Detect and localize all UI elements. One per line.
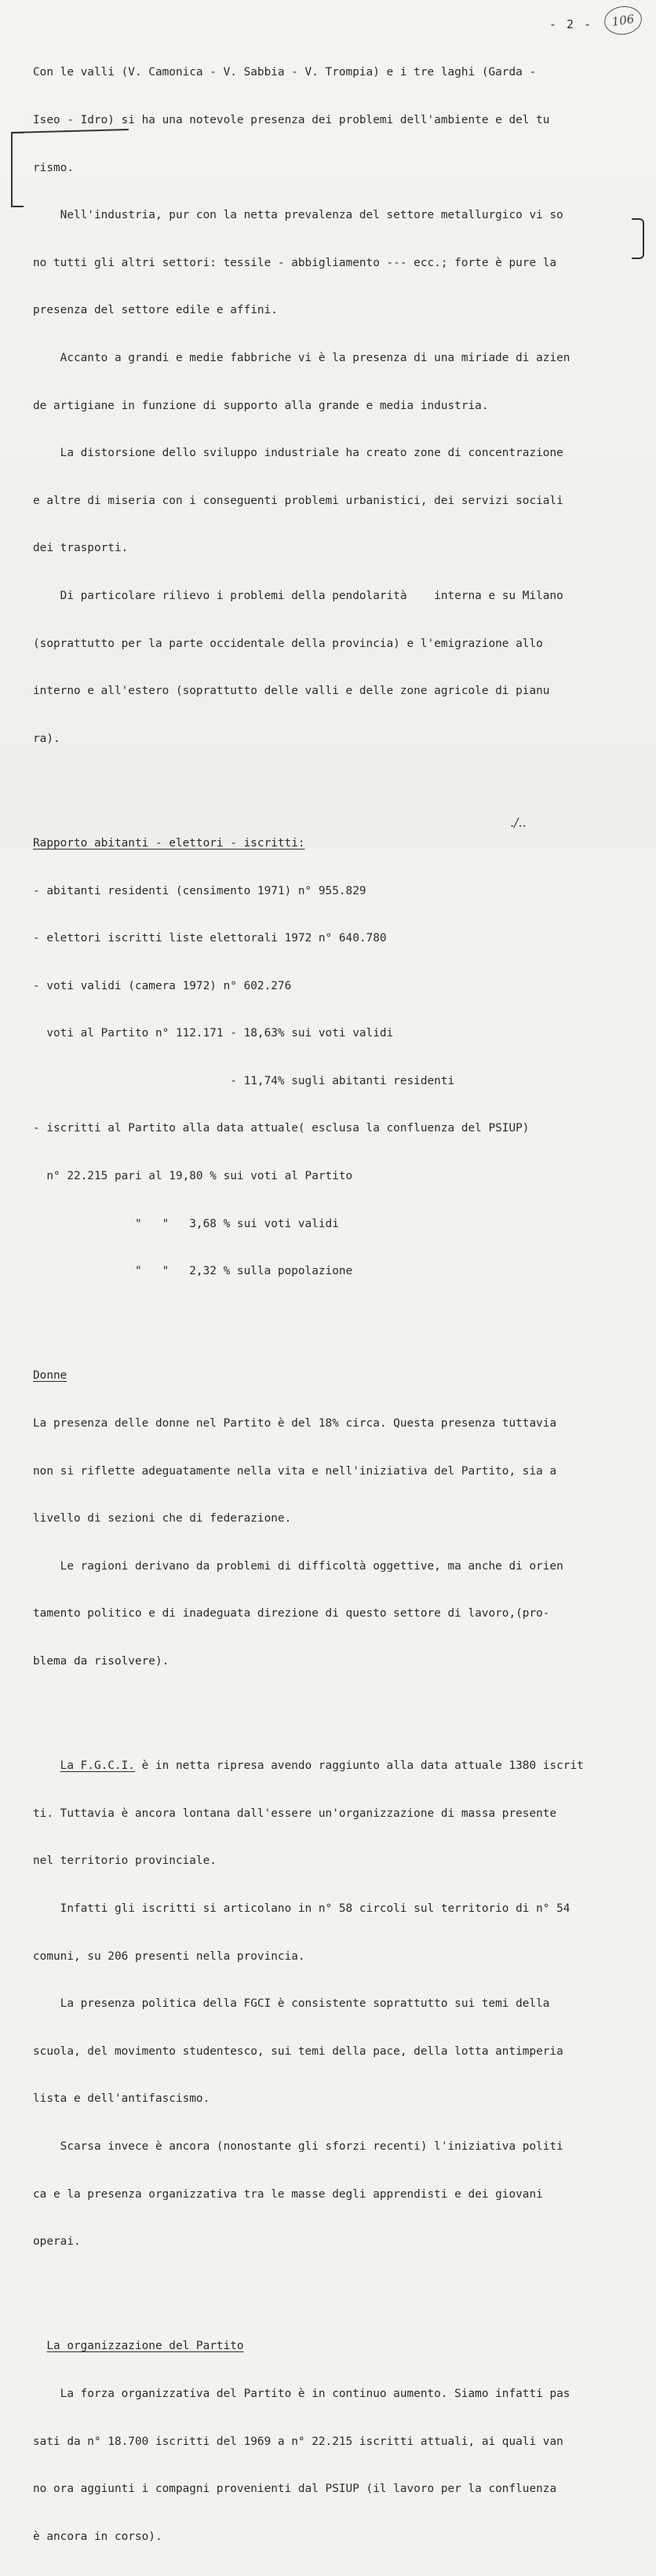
stat-line: - iscritti al Partito alla data attuale( esclusa la confluenza del PSIUP): [33, 1122, 530, 1135]
text-line: dei trasporti.: [33, 542, 129, 555]
stat-line: " " 2,32 % sulla popolazione: [33, 1265, 353, 1278]
text-line: non si riflette adeguatamente nella vita e nell'iniziativa del Partito, sia a: [33, 1464, 557, 1478]
text-line: sati da n° 18.700 iscritti del 1969 a n° 22.215 iscritti attuali, ai quali van: [33, 2435, 563, 2448]
stat-line: voti al Partito n° 112.171 - 18,63% sui voti validi: [33, 1027, 394, 1040]
page-number: - 2 -: [549, 17, 593, 31]
text-line: Infatti gli iscritti si articolano in n° 58 circoli sul territorio di n° 54: [33, 1902, 570, 1916]
text-line: rismo.: [33, 161, 74, 174]
section-title-organizzazione: La organizzazione del Partito: [46, 2340, 244, 2353]
stat-line: n° 22.215 pari al 19,80 % sui voti al Partito: [33, 1170, 353, 1183]
text-line: livello di sezioni che di federazione.: [33, 1512, 292, 1526]
text-line: è ancora in corso).: [33, 2530, 162, 2543]
text-line: interno e all'estero (soprattutto delle valli e delle zone agricole di pianu: [33, 685, 550, 698]
text-line: lista e dell'antifascismo.: [33, 2092, 210, 2106]
text-line: ra).: [33, 732, 60, 745]
organizzazione-title-line: [33, 2338, 641, 2354]
text-line: La presenza politica della FGCI è consistente soprattutto sui temi della: [33, 1997, 550, 2011]
text-line: La forza organizzativa del Partito è in continuo aumento. Siamo infatti pas: [33, 2387, 570, 2400]
text-line: Nell'industria, pur con la netta prevalenza del settore metallurgico vi so: [33, 209, 563, 222]
margin-bracket-left: [11, 132, 24, 207]
text-line: Le ragioni derivano da problemi di difficoltà oggettive, ma anche di orien: [33, 1559, 563, 1573]
section-title-rapporto: Rapporto abitanti - elettori - iscritti:: [33, 836, 305, 850]
continuation-mark: ./..: [510, 815, 527, 830]
text-line: Iseo - Idro) si ha una notevole presenza dei problemi dell'ambiente e del tu: [33, 114, 550, 126]
text-line: no tutti gli altri settori: tessile - abbigliamento --- ecc.; forte è pure la: [33, 256, 557, 269]
stat-line: - 11,74% sugli abitanti residenti: [33, 1074, 455, 1087]
text-line: La presenza delle donne nel Partito è del 18% circa. Questa presenza tuttavia: [33, 1417, 557, 1431]
fgci-first-line-rest: è in netta ripresa avendo raggiunto alla data attuale 1380 iscrit: [134, 1759, 584, 1773]
section-title-fgci: La F.G.C.I.: [60, 1759, 135, 1773]
text-line: de artigiane in funzione di supporto alla grande e media industria.: [33, 399, 489, 412]
text-line: (soprattutto per la parte occidentale della provincia) e l'emigrazione allo: [33, 637, 543, 650]
text-line: ca e la presenza organizzativa tra le masse degli apprendisti e dei giovani: [33, 2187, 543, 2201]
text-line: presenza del settore edile e affini.: [33, 304, 278, 317]
stat-line: " " 3,68 % sui voti validi: [33, 1217, 339, 1230]
text-line: no ora aggiunti i compagni provenienti dal PSIUP (il lavoro per la confluenza: [33, 2483, 557, 2496]
stat-line: - voti validi (camera 1972) n° 602.276: [33, 979, 292, 992]
text-line: tamento politico e di inadeguata direzione di questo settore di lavoro,(pro-: [33, 1607, 550, 1621]
text-line: Scarsa invece è ancora (nonostante gli sforzi recenti) l'iniziativa politi: [33, 2139, 563, 2153]
text-line: Con le valli (V. Camonica - V. Sabbia - V. Trompia) e i tre laghi (Garda -: [33, 66, 537, 79]
text-line: operai.: [33, 2235, 81, 2249]
page-stamp: 106: [603, 4, 644, 37]
text-line: Di particolare rilievo i problemi della pendolarità interna e su Milano: [33, 589, 563, 602]
section-title-donne: Donne: [33, 1369, 67, 1383]
document-body: [33, 33, 641, 2576]
text-line: e altre di miseria con i conseguenti problemi urbanistici, dei servizi sociali: [33, 494, 563, 507]
stat-line: - abitanti residenti (censimento 1971) n° 955.829: [33, 884, 366, 897]
stat-line: - elettori iscritti liste elettorali 1972 n° 640.780: [33, 932, 387, 945]
text-line: Accanto a grandi e medie fabbriche vi è la presenza di una miriade di azien: [33, 351, 570, 364]
fgci-first-line: [33, 1758, 641, 1774]
text-line: ti. Tuttavia è ancora lontana dall'essere un'organizzazione di massa presente: [33, 1807, 557, 1820]
text-line: comuni, su 206 presenti nella provincia.: [33, 1949, 305, 1963]
text-line: scuola, del movimento studentesco, sui temi della pace, della lotta antimperia: [33, 2044, 563, 2058]
text-line: nel territorio provinciale.: [33, 1854, 217, 1868]
text-line: La distorsione dello sviluppo industriale ha creato zone di concentrazione: [33, 447, 563, 460]
text-line: blema da risolvere).: [33, 1655, 169, 1668]
